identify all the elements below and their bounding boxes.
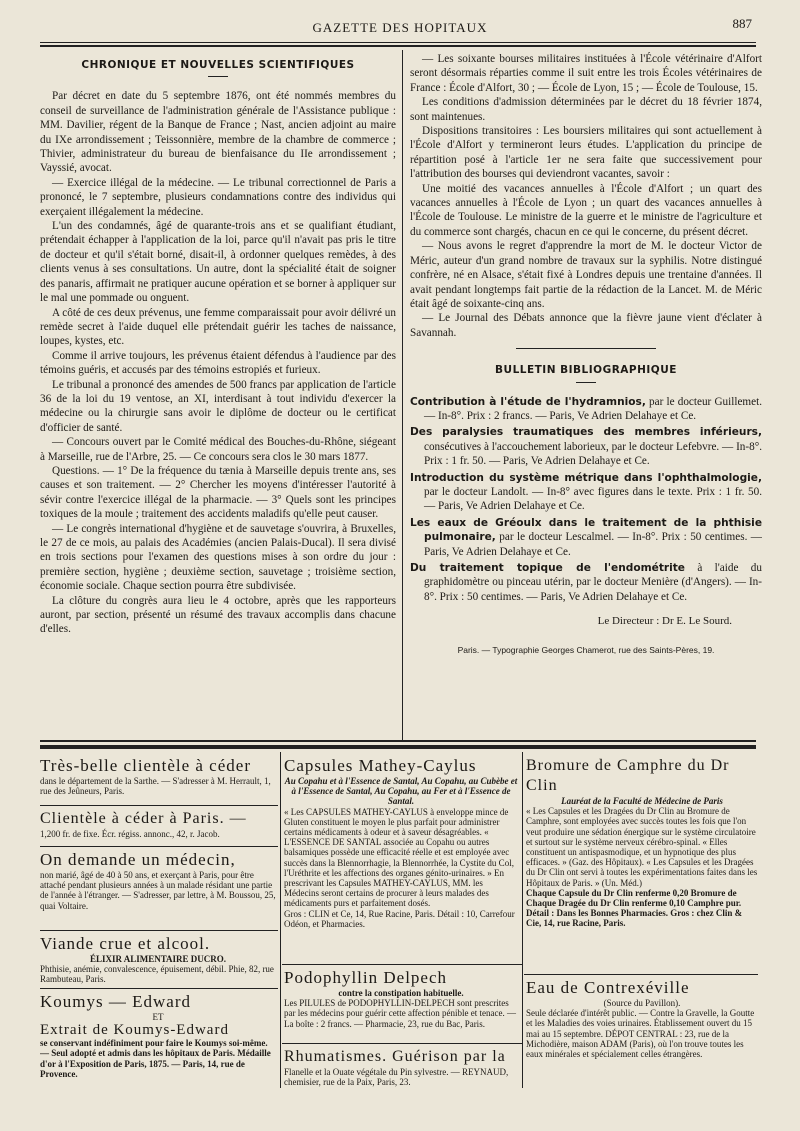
ad-divider [282,1043,522,1044]
paragraph: Une moitié des vacances annuelles à l'École d'Alfort ; un quart des vacances annuelles à l'École de Lyon ; un quart des vacances annuelles à l'École de Toulouse. Le ministre de la guerre et le ministre de l'agriculture et du commerce sont chargés, chacun en ce qui le concerne, du présent décret. [410,182,762,238]
ad-bromure-camphre [526,756,758,972]
ads-divider-2 [522,752,523,1088]
biblio-entry [410,471,762,514]
biblio-entry-details: à l'aide du graphidomètre ou pinceau utérin, par le docteur Menière (d'Angers). — In-8°. Prix : 50 centimes. — Paris, Ve Adrien Delahaye et Ce. [424,562,762,603]
paragraph: — Exercice illégal de la médecine. — Le tribunal correctionnel de Paris a prononcé, le 7 septembre, plusieurs condamnations contre des individus qui exerçaient illégalement la médecine. [40,176,396,218]
ad-koumys [40,992,276,1088]
ad-divider [40,846,278,847]
paragraph: — Concours ouvert par le Comité médical des Bouches-du-Rhône, siégeant à Marseille, rue de l'Arbre, 25. — Ce concours sera clos le 30 mars 1877. [40,436,396,463]
ad-subheading: Au Copahu et à l'Essence de Santal, Au Copahu, au Cubèbe et à l'Essence de Santal, Au Copahu, au Fer et à l'Essence de Santal. [284,776,518,807]
paragraph: Dispositions transitoires : Les boursiers militaires qui sont actuellement à l'École d'Alfort y termineront leurs études. L'application du principe de répartition posé à l'article 1er ne sera faite que successivement pour l'attribution des bourses qui deviendront vacantes, savoir : [410,125,762,181]
ad-subheading: (Source du Pavillon). [603,998,681,1008]
header-rule-thick [40,45,756,47]
ad-heading-2: Extrait de Koumys-Edward [40,1022,229,1039]
ad-clientele-sarthe [40,756,276,802]
director-signature: Le Directeur : Dr E. Le Sourd. [597,615,732,628]
biblio-entry-details: par le docteur Landolt. — In-8° avec figures dans le texte. Prix : 1 fr. 50. — Paris, Ve Adrien Delahaye et Ce. [424,485,762,513]
ad-divider [40,930,278,931]
ad-heading: Capsules Mathey-Caylus [284,756,477,775]
column-divider [402,50,403,740]
ad-clientele-paris [40,809,276,843]
ads-divider-1 [280,752,281,1088]
ad-divider [40,988,278,989]
paragraph: — Le Journal des Débats annonce que la fièvre jaune vient d'éclater à Savannah. [410,312,762,339]
ad-divider [40,805,278,806]
biblio-entry-title: Des paralysies traumatiques des membres inférieurs, [410,426,762,439]
biblio-list [410,395,762,605]
ad-medecin [40,850,276,926]
left-column [40,58,396,734]
journal-title: GAZETTE DES HOPITAUX [312,20,488,35]
printer-line: Paris. — Typographie Georges Chamerot, rue des Saints-Pères, 19. [457,644,715,655]
ad-heading: Rhumatismes. Guérison par la [284,1048,506,1065]
ad-footer: Gros : CLIN et Ce, 14, Rue Racine, Paris. Détail : 10, Carrefour Odéon, et Pharmacies. [284,908,515,929]
biblio-entry-title: Contribution à l'étude de l'hydramnios, [410,395,646,408]
ad-rhumatismes [284,1047,518,1088]
paragraph: Par décret en date du 5 septembre 1876, ont été nommés membres du conseil de surveillance de l'administration générale de l'Assistance publique : MM. Davilier, régent de la Banque de France ; Nast, ancien adjoint au maire du IXe arrondissement ; Teissonnière, membre de la chambre de commerce ; Thivier, administrateur du bureau de bienfaisance du IIe arrondissement ; Vayssié, avocat. [40,90,396,175]
paragraph: Le tribunal a prononcé des amendes de 500 francs par application de l'article 36 de la loi du 19 ventose, an XI, interdisant à tout individu d'exercer la médecine ou la chirurgie sans avoir le diplôme de docteur ou le certificat d'officier de santé. [40,378,396,434]
biblio-entry-title: Introduction du système métrique dans l'ophthalmologie, [410,471,762,484]
biblio-entry-details: consécutives à l'accouchement laborieux, par le docteur Lefebvre. — In-8°. Prix : 1 fr. 50. — Paris, Ve Adrien Delahaye et Ce. [424,440,762,468]
biblio-entry [410,561,762,604]
ad-viande-crue [40,934,276,984]
ad-footer: Chaque Capsule du Dr Clin renferme 0,20 Bromure de Chaque Dragée du Dr Clin renferme 0,10 Camphre pur. Détail : Dans les Bonnes Pharmacies. Gros : chez Clin & Cie, 14, rue Racine, Paris. [526,887,743,929]
ad-body: Flanelle et la Ouate végétale du Pin sylvestre. — REYNAUD, chemisier, rue de la Paix, Paris, 23. [284,1067,509,1088]
ad-heading: Bromure de Camphre du Dr Clin [526,757,730,794]
right-column [410,52,762,742]
ad-body: non marié, âgé de 40 à 50 ans, et exerçant à Paris, pour être attaché pendant plusieurs années à un malade résidant une partie de l'année à l'étranger. — S'adresser, par lettre, à M. Boussou, 25, quai Voltaire. [40,870,276,911]
section-ornament [516,348,656,349]
paragraph: Les conditions d'admission déterminées par le décret du 18 février 1874, sont maintenues. [410,96,762,123]
title-dash [208,76,228,77]
ad-heading: Podophyllin Delpech [284,968,448,987]
paragraph: — Les soixante bourses militaires instituées à l'École vétérinaire d'Alfort seront désormais réparties comme il suit entre les trois Écoles vétérinaires de France : École d'Alfort, 30 ; — École de Lyon, 15 ; — École de Toulouse, 15. [410,53,762,94]
ad-subheading: Lauréat de la Faculté de Médecine de Paris [561,796,723,806]
ad-capsules-mathey-caylus [284,756,518,961]
paragraph: Comme il arrive toujours, les prévenus étaient défendus à l'audience par des témoins guéris, et accusés par des témoins estropiés et furieux. [40,349,396,377]
ads-rule [40,740,756,742]
paragraph: A côté de ces deux prévenus, une femme comparaissait pour avoir délivré un remède secret à l'aide duquel elle prétendait guérir les taches de naissance, loupes, kystes, etc. [40,306,396,348]
biblio-entry-details: par le docteur Lescalmel. — In-8°. Prix : 50 centimes. — Paris, Ve Adrien Delahaye et Ce. [424,531,762,558]
ad-heading: Koumys — Edward [40,992,191,1011]
ad-body: « Les Capsules et les Dragées du Dr Clin au Bromure de Camphre, sont employées avec succès toutes les fois que l'on veut produire une sédation énergique sur le système circulatoire et surtout sur le système nerveux cérébro-spinal. « Elles constituent un antispasmodique, et un hypnotique des plus efficaces. » (Gaz. des Hôpitaux). « Les Capsules et les Dragées du Dr Clin ont servi à toutes les expérimentations faites dans les Hôpitaux de Paris. » (Un. Méd.) [526,806,758,888]
ad-heading: Clientèle à céder à Paris. — [40,810,247,827]
ad-divider [524,974,758,975]
ad-heading: On demande un médecin, [40,850,236,869]
ad-divider [282,964,522,965]
biblio-entry-title: Les eaux de Gréoulx dans le traitement de la phthisie pulmonaire, [410,516,762,544]
ad-conjunction: ET [152,1012,164,1022]
ad-body: 1,200 fr. de fixe. Écr. régiss. annonc., 42, r. Jacob. [40,829,220,839]
biblio-entry-details: par le docteur Guillemet. — In-8°. Prix : 2 francs. — Paris, Ve Adrien Delahaye et Ce. [424,395,762,422]
ad-podophyllin [284,968,518,1040]
biblio-entry-title: Du traitement topique de l'endométrite [410,562,685,574]
paragraph: La clôture du congrès aura lieu le 4 octobre, après que les rapporteurs auront, par section, présenté un résumé des travaux accomplis dans chacune d'elles. [40,594,396,636]
ad-heading: Eau de Contrexéville [526,978,690,997]
ad-body: Phthisie, anémie, convalescence, épuisement, débil. Phie, 82, rue Rambuteau, Paris. [40,964,274,984]
ad-body: se conservant indéfiniment pour faire le Koumys soi-même. — Seul adopté et admis dans les hôpitaux de Paris. Médaille d'or à l'Exposition de Paris, 1875. — Paris, 14, rue de Provence. [40,1038,271,1079]
ads-rule-thick [40,745,756,749]
ad-subheading: contre la constipation habituelle. [338,988,464,998]
ad-body: dans le département de la Sarthe. — S'adresser à M. Herrault, 1, rue des Jeûneurs, Paris. [40,776,271,797]
chronique-title: CHRONIQUE ET NOUVELLES SCIENTIFIQUES [81,59,355,71]
paragraph: Questions. — 1° De la fréquence du tænia à Marseille depuis trente ans, ses causes et son traitement. — 2° Chercher les moyens d'intéresser l'autorité à sévir contre l'exercice illégal de la pharmacie. — 3° Quels sont les principes toxiques de la moule ; traitement des accidents maladifs qu'elle peut causer. [40,464,396,521]
ad-heading: Viande crue et alcool. [40,934,211,953]
ad-subheading: ÉLIXIR ALIMENTAIRE DUCRO. [89,954,227,964]
biblio-entry [410,395,762,424]
ad-eau-contrexeville [526,978,758,1088]
paragraph: — Nous avons le regret d'apprendre la mort de M. le docteur Victor de Méric, auteur d'un grand nombre de travaux sur la syphilis. Notre distingué confrère, né en Alsace, s'était fixé à Londres depuis une trentaine d'années. Il avait pendant longtemps fait partie de la rédaction de la Lancet. M. de Méric était âgé de soixante-cinq ans. [410,240,762,310]
biblio-title: BULLETIN BIBLIOGRAPHIQUE [495,364,677,377]
paragraph: L'un des condamnés, âgé de quarante-trois ans et se qualifiant étudiant, prétendait échapper à l'application de la loi, parce qu'il n'avait pas pris le titre de docteur et qu'il s'était borné, disait-il, à ordonner quelques remèdes, à des clients venus à ses consultations. Un autre, dont la spécialité était de soigner des panaris, affirmait ne pratiquer aucune opération et se borner à appliquer sur le mal une pommade ou onguent. [40,220,396,305]
paragraph: — Le congrès international d'hygiène et de sauvetage s'ouvrira, à Bruxelles, le 27 de ce mois, au palais des Académies (ancien Palais-Ducal). Il sera divisé en trois sections pour l'examen des questions mises à son ordre du jour : première section, hygiène ; deuxième section, sauvetage ; troisième section, économie sociale. Chaque section pourra être subdivisée. [40,522,396,593]
biblio-entry [410,425,762,468]
title-dash [576,382,596,383]
ad-heading: Très-belle clientèle à céder [40,756,251,775]
header-rule [40,42,756,43]
page-number: 887 [732,16,752,31]
ad-body: Les PILULES de PODOPHYLLIN-DELPECH sont prescrites par les médecins pour guérir cette affection pénible et tenace. — La boîte : 2 francs. — Pharmacie, 23, rue du Bac, Paris. [284,998,516,1029]
ad-body: « Les CAPSULES MATHEY-CAYLUS à enveloppe mince de Gluten constituent le moyen le plus parfait pour administrer certains médicaments à odeur et à saveur désagréables. « L'ESSENCE DE SANTAL associée au Copahu ou autres balsamiques possède une efficacité réelle et est employée avec succès dans la Blennorrhagie, la Blennorrhée, la Cystite du Col, l'Uréthrite et les affections des organes génito-urinaires. » En prescrivant les Capsules MATHEY-CAYLUS, MM. les Médecins seront certains de procurer à leurs malades des médicaments purs et parfaitement dosés. [284,806,514,909]
biblio-entry [410,516,762,559]
ad-body: Seule déclarée d'intérêt public. — Contre la Gravelle, la Goutte et les Maladies des voies urinaires. Établissement ouvert du 15 mai au 15 septembre. DÉPOT CENTRAL : 23, rue de la Michodière, maison ADAM (Paris), où l'on trouve toutes les eaux minérales et spécialement celles étrangères. [526,1008,755,1060]
